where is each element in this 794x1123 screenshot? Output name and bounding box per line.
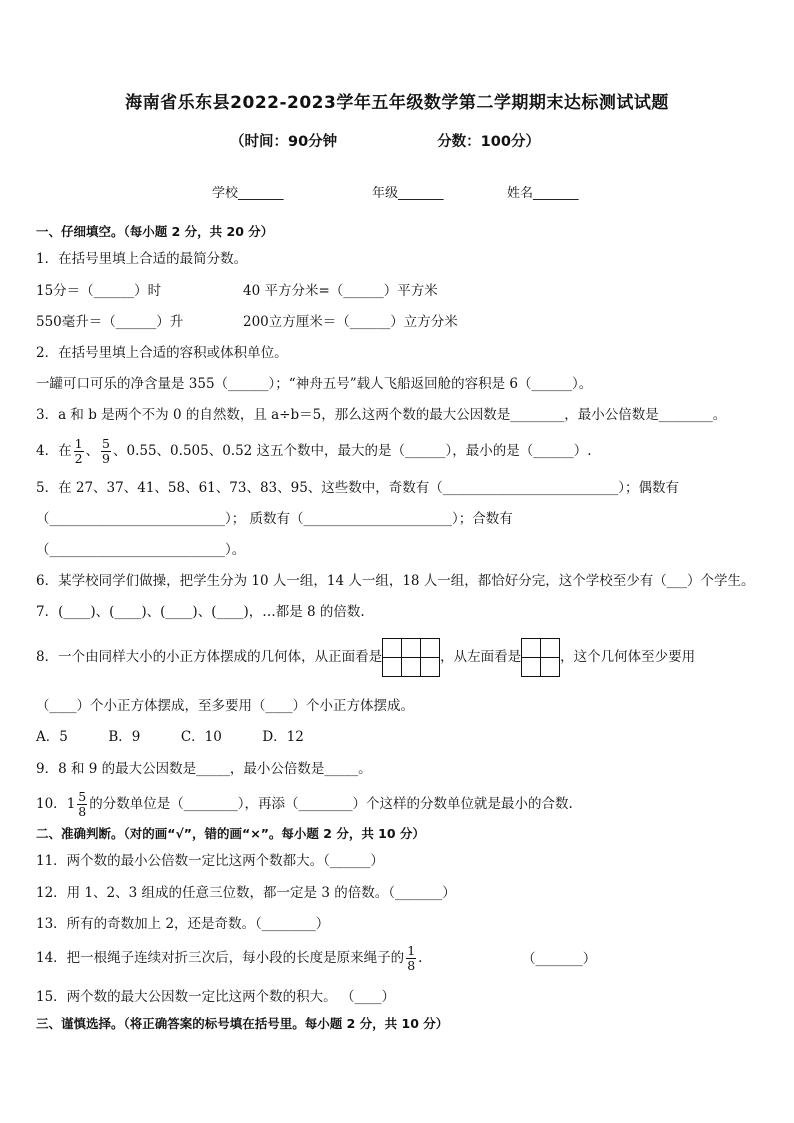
question-4-prefix: 4．在 — [36, 443, 72, 459]
question-1a: 15分＝（______）时 — [36, 283, 162, 299]
question-8-part-c: ，这个几何体至少要用 — [560, 649, 696, 665]
question-5-line2: （__________________________）； 质数有（______________________）；合数有 — [36, 511, 513, 527]
question-2a: 一罐可口可乐的净含量是 355（______）；“神舟五号”载人飞船返回舱的容积是 6（______）。 — [36, 376, 593, 392]
question-4-rest: 、0.55、0.505、0.52 这五个数中，最大的是（______），最小的是（______）. — [113, 443, 592, 459]
question-4-separator: 、 — [85, 443, 100, 459]
exam-score: 分数：100分） — [437, 134, 540, 150]
question-5-line3: （__________________________）。 — [36, 542, 246, 558]
exam-time: （时间：90分钟 — [230, 134, 338, 150]
fraction-1-8 — [406, 944, 416, 973]
mixed-fraction — [77, 790, 87, 819]
question-12: 12．用 1、2、3 组成的任意三位数，都一定是 3 的倍数。（_______） — [36, 885, 456, 901]
fraction-denominator: 8 — [78, 803, 87, 819]
school-field: 学校_______ — [212, 186, 284, 201]
question-1: 1．在括号里填上合适的最简分数。 — [36, 251, 248, 267]
fraction-5-9 — [101, 437, 111, 466]
front-view-figure — [382, 638, 440, 677]
question-6: 6．某学校同学们做操，把学生分为 10 人一组，14 人一组，18 人一组，都恰好分完，这个学校至少有（___）个学生。 — [36, 573, 755, 589]
section3-heading: 三、谨慎选择。（将正确答案的标号填在括号里。每小题 2 分，共 10 分） — [36, 1016, 449, 1031]
question-1d: 200立方厘米＝（______）立方分米 — [243, 314, 458, 330]
fraction-denominator: 9 — [102, 450, 110, 466]
question-4 — [36, 434, 592, 468]
fraction-1-2 — [74, 437, 84, 466]
fraction-numerator: 1 — [74, 435, 83, 451]
question-8-part-a: 8．一个由同样大小的小正方体摆成的几何体，从正面看是 — [36, 649, 383, 665]
left-view-figure — [521, 638, 560, 677]
question-8-options: A．5 B．9 C．10 D．12 — [36, 729, 304, 745]
question-7: 7．(____)、(____)、(____)、(____)，…都是 8 的倍数. — [36, 604, 365, 620]
name-field: 姓名_______ — [507, 186, 579, 201]
page-title: 海南省乐东县2022-2023学年五年级数学第二学期期末达标测试试题 — [125, 93, 669, 113]
mixed-whole: 1 — [66, 796, 76, 812]
question-14-answer: （_______） — [522, 951, 597, 967]
question-8 — [36, 636, 695, 678]
question-15: 15．两个数的最大公因数一定比这两个数的积大。 （____） — [36, 989, 395, 1005]
exam-meta — [230, 130, 540, 151]
question-1b: 40 平方分米=（______）平方米 — [243, 283, 438, 299]
question-2: 2．在括号里填上合适的容积或体积单位。 — [36, 345, 288, 361]
question-9: 9．8 和 9 的最大公因数是_____，最小公倍数是_____。 — [36, 761, 372, 777]
question-13: 13．所有的奇数加上 2，还是奇数。（________） — [36, 916, 330, 932]
fraction-denominator: 8 — [407, 957, 416, 973]
mixed-number — [67, 790, 90, 819]
fraction-numerator: 5 — [78, 788, 87, 804]
question-5-line1: 5．在 27、37、41、58、61、73、83、95、这些数中，奇数有（__________________________）；偶数有 — [36, 480, 680, 496]
section1-heading: 一、仔细填空。（每小题 2 分，共 20 分） — [36, 224, 274, 239]
question-8-part-b: ，从左面看是 — [440, 649, 522, 665]
question-8-line2: （____）个小正方体摆成，至多要用（____）个小正方体摆成。 — [36, 698, 414, 714]
grade-field: 年级_______ — [372, 186, 444, 201]
question-1c: 550毫升＝（______）升 — [36, 314, 184, 330]
question-11: 11．两个数的最小公倍数一定比这两个数都大。（______） — [36, 853, 384, 869]
question-14 — [36, 940, 422, 976]
question-14-end: . — [418, 950, 423, 966]
question-10 — [36, 786, 573, 822]
fraction-denominator: 2 — [74, 450, 83, 466]
fraction-numerator: 1 — [407, 942, 416, 958]
section2-heading: 二、准确判断。（对的画“√”，错的画“×”。每小题 2 分，共 10 分） — [36, 826, 425, 841]
question-10-prefix: 10． — [36, 796, 67, 812]
question-10-rest: 的分数单位是（________），再添（________）个这样的分数单位就是最小的合数. — [89, 796, 573, 812]
question-14-text: 14．把一根绳子连续对折三次后，每小段的长度是原来绳子的 — [36, 950, 405, 966]
question-3: 3．a 和 b 是两个不为 0 的自然数，且 a÷b＝5，那么这两个数的最大公因数是________，最小公倍数是________。 — [36, 407, 727, 423]
fraction-numerator: 5 — [102, 435, 110, 451]
